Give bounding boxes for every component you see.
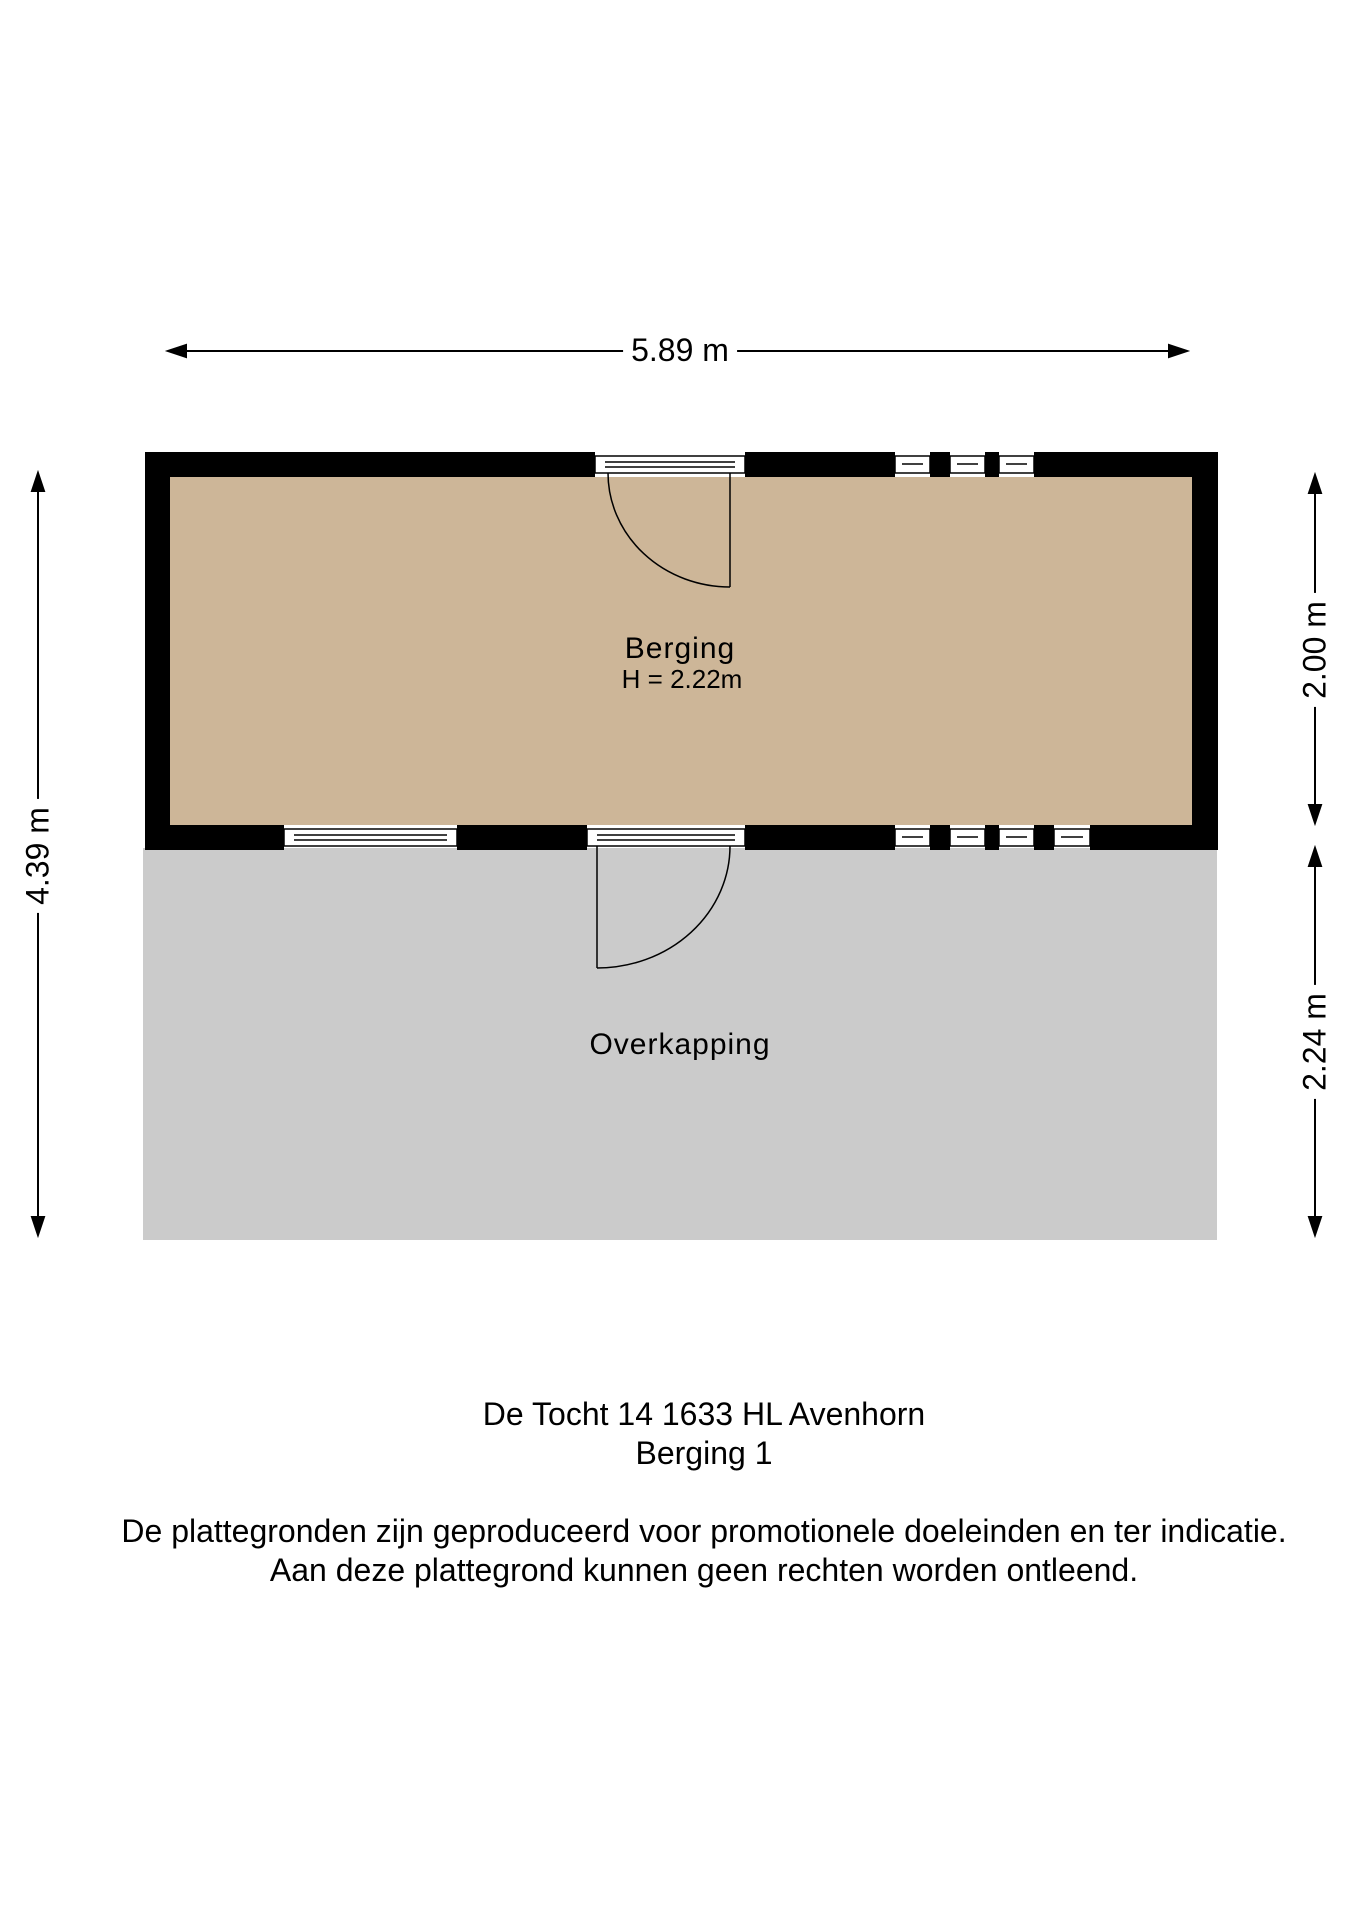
- footer-address: De Tocht 14 1633 HL Avenhorn: [482, 1396, 926, 1432]
- top-right-windows: [895, 456, 1034, 473]
- footer-subtitle: Berging 1: [635, 1435, 773, 1471]
- dimension-berging-depth: 2.00 m: [1297, 593, 1334, 707]
- dimension-overall-width: 5.89 m: [623, 332, 737, 369]
- footer-disclaimer-line1: De plattegronden zijn geproduceerd voor promotionele doeleinden en ter indicatie.: [121, 1513, 1287, 1549]
- room-label-berging: Berging: [624, 632, 736, 665]
- footer-disclaimer-line2: Aan deze plattegrond kunnen geen rechten worden ontleend.: [269, 1552, 1139, 1588]
- bottom-left-window: [284, 829, 457, 846]
- room-height-berging: H = 2.22m: [621, 664, 743, 694]
- room-label-overkapping: Overkapping: [589, 1028, 771, 1061]
- dimension-overall-depth: 4.39 m: [20, 799, 57, 913]
- dimension-overkapping-depth: 2.24 m: [1297, 985, 1334, 1099]
